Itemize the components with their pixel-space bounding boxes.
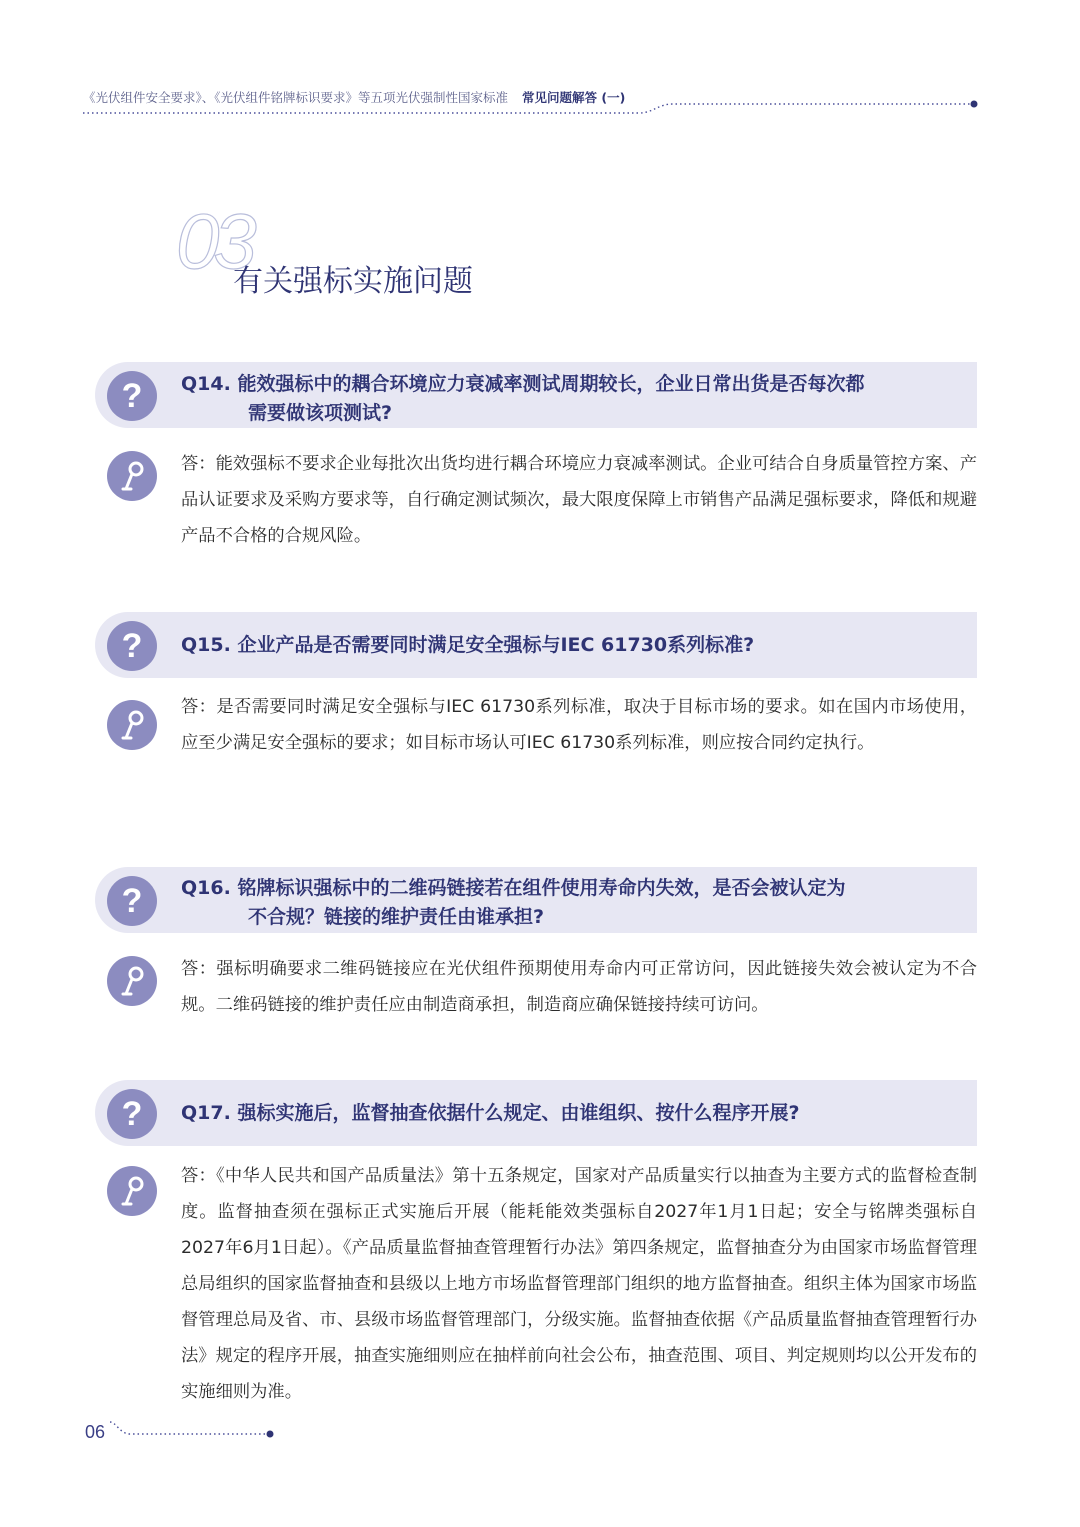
question-line1: 强标实施后，监督抽查依据什么规定、由谁组织、按什么程序开展?: [237, 1102, 800, 1124]
question-text: [181, 874, 971, 932]
question-icon: ?: [107, 876, 157, 926]
microphone-icon: [107, 1166, 157, 1216]
section-title: 有关强标实施问题: [233, 264, 473, 299]
microphone-icon: [107, 700, 157, 750]
question-line1: 企业产品是否需要同时满足安全强标与IEC 61730系列标准?: [237, 634, 755, 656]
question-text: [181, 370, 971, 428]
answer-text: 答：能效强标不要求企业每批次出货均进行耦合环境应力衰减率测试。企业可结合自身质量管控方案、产品认证要求及采购方要求等，自行确定测试频次，最大限度保障上市销售产品满足强标要求，降低和规避产品不合格的合规风险。: [181, 454, 977, 546]
question-number: Q14.: [181, 373, 231, 395]
question-line2: 需要做该项测试?: [248, 402, 393, 424]
answer-text: 答：《中华人民共和国产品质量法》第十五条规定，国家对产品质量实行以抽查为主要方式的监督检查制度。监督抽查须在强标正式实施后开展（能耗能效类强标自2027年1月1日起；安全与铭牌类强标自2027年6月1日起）。《产品质量监督抽查管理暂行办法》第四条规定，监督抽查分为由国家市场监督管理总局组织的国家监督抽查和县级以上地方市场监督管理部门组织的地方监督抽查。组织主体为国家市场监督管理总局及省、市、县级市场监督管理部门，分级实施。监督抽查依据《产品质量监督抽查管理暂行办法》规定的程序开展，抽查实施细则应在抽样前向社会公布，抽查范围、项目、判定规则均以公开发布的实施细则为准。: [181, 1166, 977, 1402]
question-line2: 不合规？链接的维护责任由谁承担?: [248, 906, 545, 928]
question-text: [181, 1099, 971, 1128]
question-number: Q15.: [181, 634, 231, 656]
microphone-icon: [107, 956, 157, 1006]
footer-dotted-line: [108, 1420, 278, 1440]
question-number: Q17.: [181, 1102, 231, 1124]
answer-text: 答：是否需要同时满足安全强标与IEC 61730系列标准，取决于目标市场的要求。如在国内市场使用，应至少满足安全强标的要求；如目标市场认可IEC 61730系列标准，则应按合同约定执行。: [181, 697, 977, 753]
question-line1: 铭牌标识强标中的二维码链接若在组件使用寿命内失效，是否会被认定为: [237, 877, 846, 899]
microphone-icon: [107, 451, 157, 501]
question-icon: ?: [107, 1089, 157, 1139]
question-icon: ?: [107, 371, 157, 421]
section-number: 03: [176, 197, 251, 285]
question-number: Q16.: [181, 877, 231, 899]
page-number: 06: [85, 1422, 106, 1442]
question-line1: 能效强标中的耦合环境应力衰减率测试周期较长，企业日常出货是否每次都: [237, 373, 865, 395]
question-icon: ?: [107, 621, 157, 671]
header-bold: 常见问题解答 (一): [522, 90, 626, 105]
header-text: 《光伏组件安全要求》、《光伏组件铭牌标识要求》等五项光伏强制性国家标准: [83, 90, 509, 105]
answer-text: 答：强标明确要求二维码链接应在光伏组件预期使用寿命内可正常访问，因此链接失效会被认定为不合规。二维码链接的维护责任应由制造商承担，制造商应确保链接持续可访问。: [181, 959, 977, 1015]
header-title: [83, 88, 625, 106]
running-header: [83, 86, 978, 116]
question-text: [181, 631, 971, 660]
